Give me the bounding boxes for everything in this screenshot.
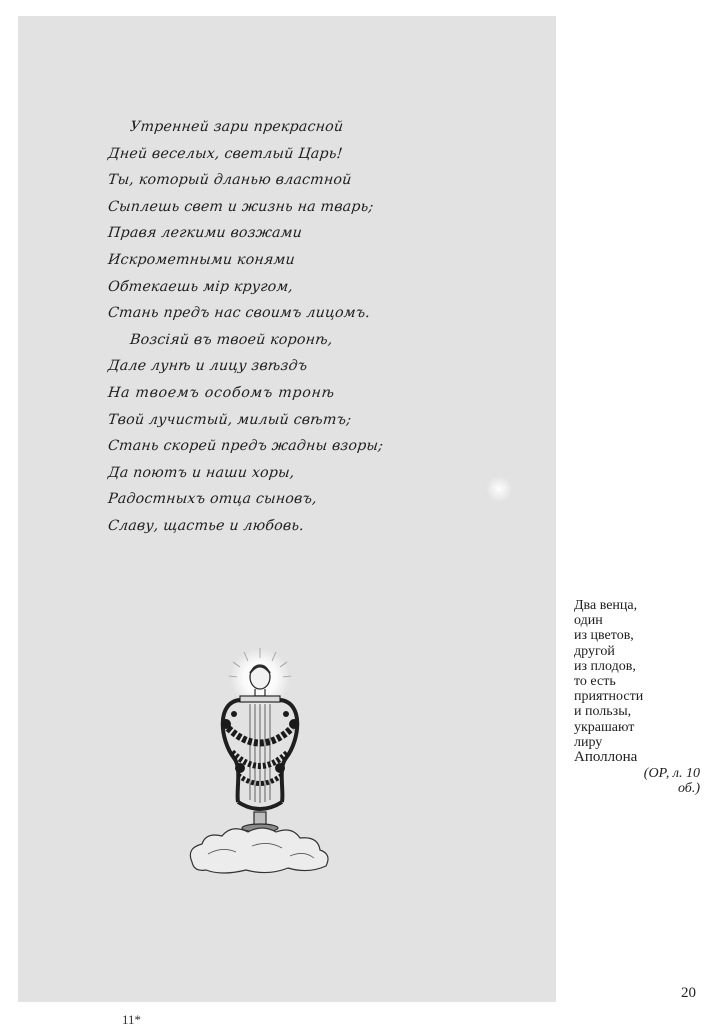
caption-line: то есть	[574, 674, 616, 690]
lyre-of-apollo-illustration	[178, 640, 338, 880]
poem-line: Ты, который дланью властной	[107, 172, 353, 189]
caption-line: приятности	[574, 689, 644, 705]
poem-line: Славу, щастье и любовь.	[107, 517, 305, 534]
poem-line: Сыплешь свет и жизнь на тварь;	[107, 198, 375, 215]
poem-line: Стань предъ нас своимъ лицомъ.	[107, 305, 372, 322]
illustration-caption	[574, 598, 684, 765]
poem-line: Дале лунѣ и лицу звѣздъ	[107, 358, 309, 375]
caption-line: из цветов,	[574, 628, 634, 644]
poem-line: Искрометными конями	[107, 251, 296, 268]
poem-manuscript	[108, 114, 468, 540]
page-number: 20	[681, 985, 696, 1001]
poem-line: Твой лучистый, милый свѣтъ;	[107, 411, 353, 428]
poem-line: Обтекаешь мір кругом,	[107, 278, 294, 295]
poem-line: Радостныхъ отца сыновъ,	[107, 491, 318, 508]
caption-line: лиру	[574, 734, 603, 750]
caption-line: один	[574, 613, 603, 629]
poem-line: Возсіяй въ твоей коронѣ,	[129, 331, 334, 348]
archive-reference	[600, 766, 700, 796]
caption-line: из плодов,	[574, 658, 636, 674]
signature-mark: 11*	[122, 1012, 142, 1027]
caption-line: Два венца,	[574, 598, 638, 613]
poem-line: Утренней зари прекрасной	[129, 119, 345, 135]
caption-line: Аполлона	[574, 749, 638, 766]
archive-reference-line: (ОР, л. 10	[643, 766, 700, 781]
caption-line: и пользы,	[574, 704, 632, 720]
poem-line: Да поютъ и наши хоры,	[107, 464, 296, 481]
poem-line: Дней веселых, светлый Царь!	[107, 145, 344, 162]
caption-line: другой	[574, 643, 615, 659]
poem-line: Правя легкими возжами	[107, 225, 303, 242]
poem-line: На твоемъ особомъ тронѣ	[107, 384, 336, 401]
light-spot	[486, 476, 512, 502]
archive-reference-line: об.)	[677, 781, 700, 796]
caption-line: украшают	[574, 719, 635, 735]
poem-line: Стань скорей предъ жадны взоры;	[107, 438, 385, 455]
